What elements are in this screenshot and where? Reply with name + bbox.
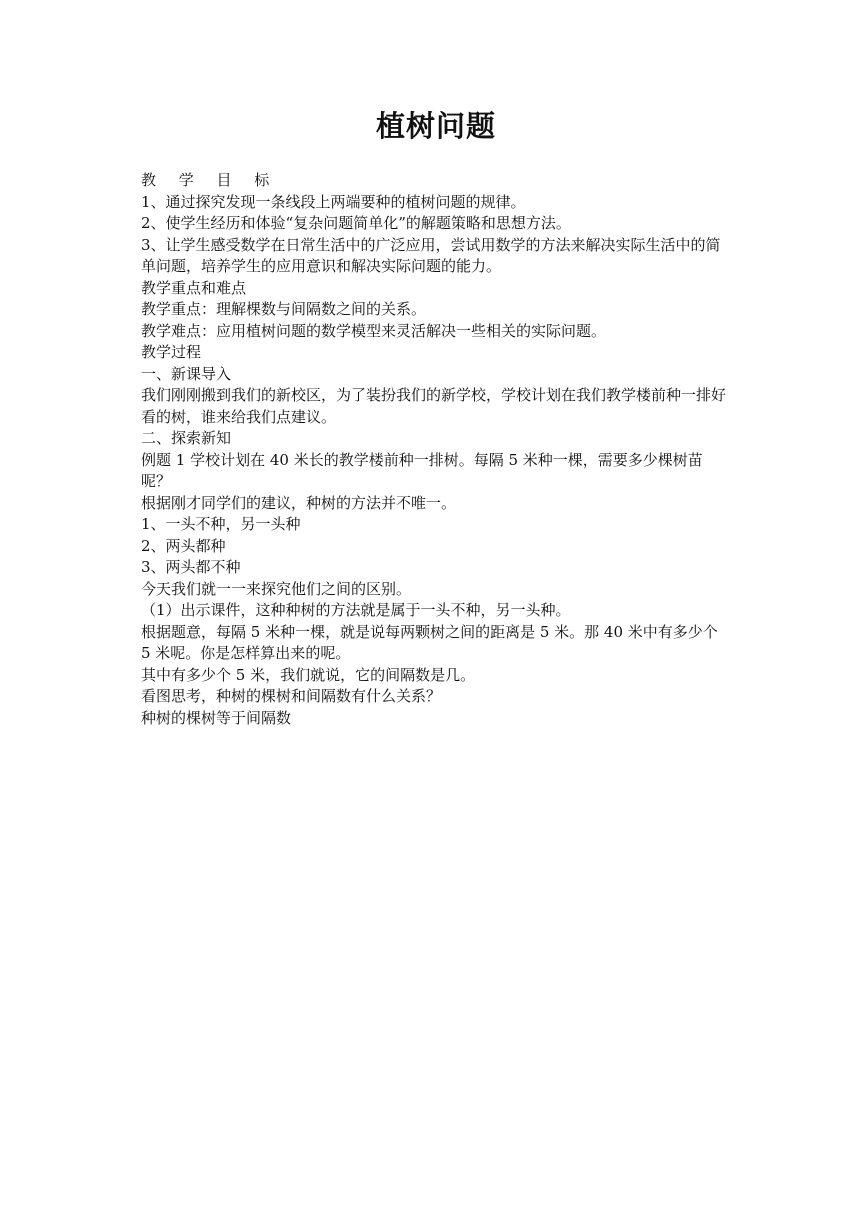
example-text: 例题 1 学校计划在 40 米长的教学楼前种一排树。每隔 5 米种一棵，需要多少棵树苗呢？ [141,450,703,490]
section-1-text: 我们刚刚搬到我们的新校区，为了装扮我们的新学校，学校计划在我们教学楼前种一排好看的树，谁来给我们点建议。 [141,386,727,426]
method-2: 2、两头都种 [141,536,226,555]
process-heading: 教学过程 [141,343,202,361]
today-text: 今天我们就一一来探究他们之间的区别。 [141,579,412,598]
conclusion-text: 种树的棵树等于间隔数 [141,708,292,727]
page-title: 植树问题 [375,109,496,143]
method-3: 3、两头都不种 [141,558,241,576]
objective-item-2: 2、使学生经历和体验“复杂问题简单化”的解题策略和思想方法。 [141,214,571,232]
objective-item-3: 3、让学生感受数学在日常生活中的广泛应用，尝试用数学的方法来解决实际生活中的简单问题，培养学生的应用意识和解决实际问题的能力。 [141,235,721,275]
key-point: 教学重点：理解棵数与间隔数之间的关系。 [141,300,427,318]
interval-text: 其中有多少个 5 米，我们就说，它的间隔数是几。 [141,665,476,684]
think-text: 看图思考，种树的棵树和间隔数有什么关系？ [141,687,442,705]
methods-intro: 根据刚才同学们的建议，种树的方法并不唯一。 [141,493,457,512]
objectives-heading: 教 学 目 标 [141,171,279,189]
step-1-text: （1）出示课件，这种种树的方法就是属于一头不种，另一头种。 [141,601,571,619]
analysis-text: 根据题意，每隔 5 米种一棵，就是说每两颗树之间的距离是 5 米。那 40 米中有多少个 5 米呢。你是怎样算出来的呢。 [141,622,718,662]
method-1: 1、一头不种，另一头种 [141,515,301,533]
section-2-heading: 二、探索新知 [141,429,232,447]
key-points-heading: 教学重点和难点 [141,278,247,297]
objective-item-1: 1、通过探究发现一条线段上两端要种的植树问题的规律。 [141,192,526,211]
document-body [141,104,731,729]
difficult-point: 教学难点：应用植树问题的数学模型来灵活解决一些相关的实际问题。 [141,321,607,340]
section-1-heading: 一、新课导入 [141,364,232,383]
